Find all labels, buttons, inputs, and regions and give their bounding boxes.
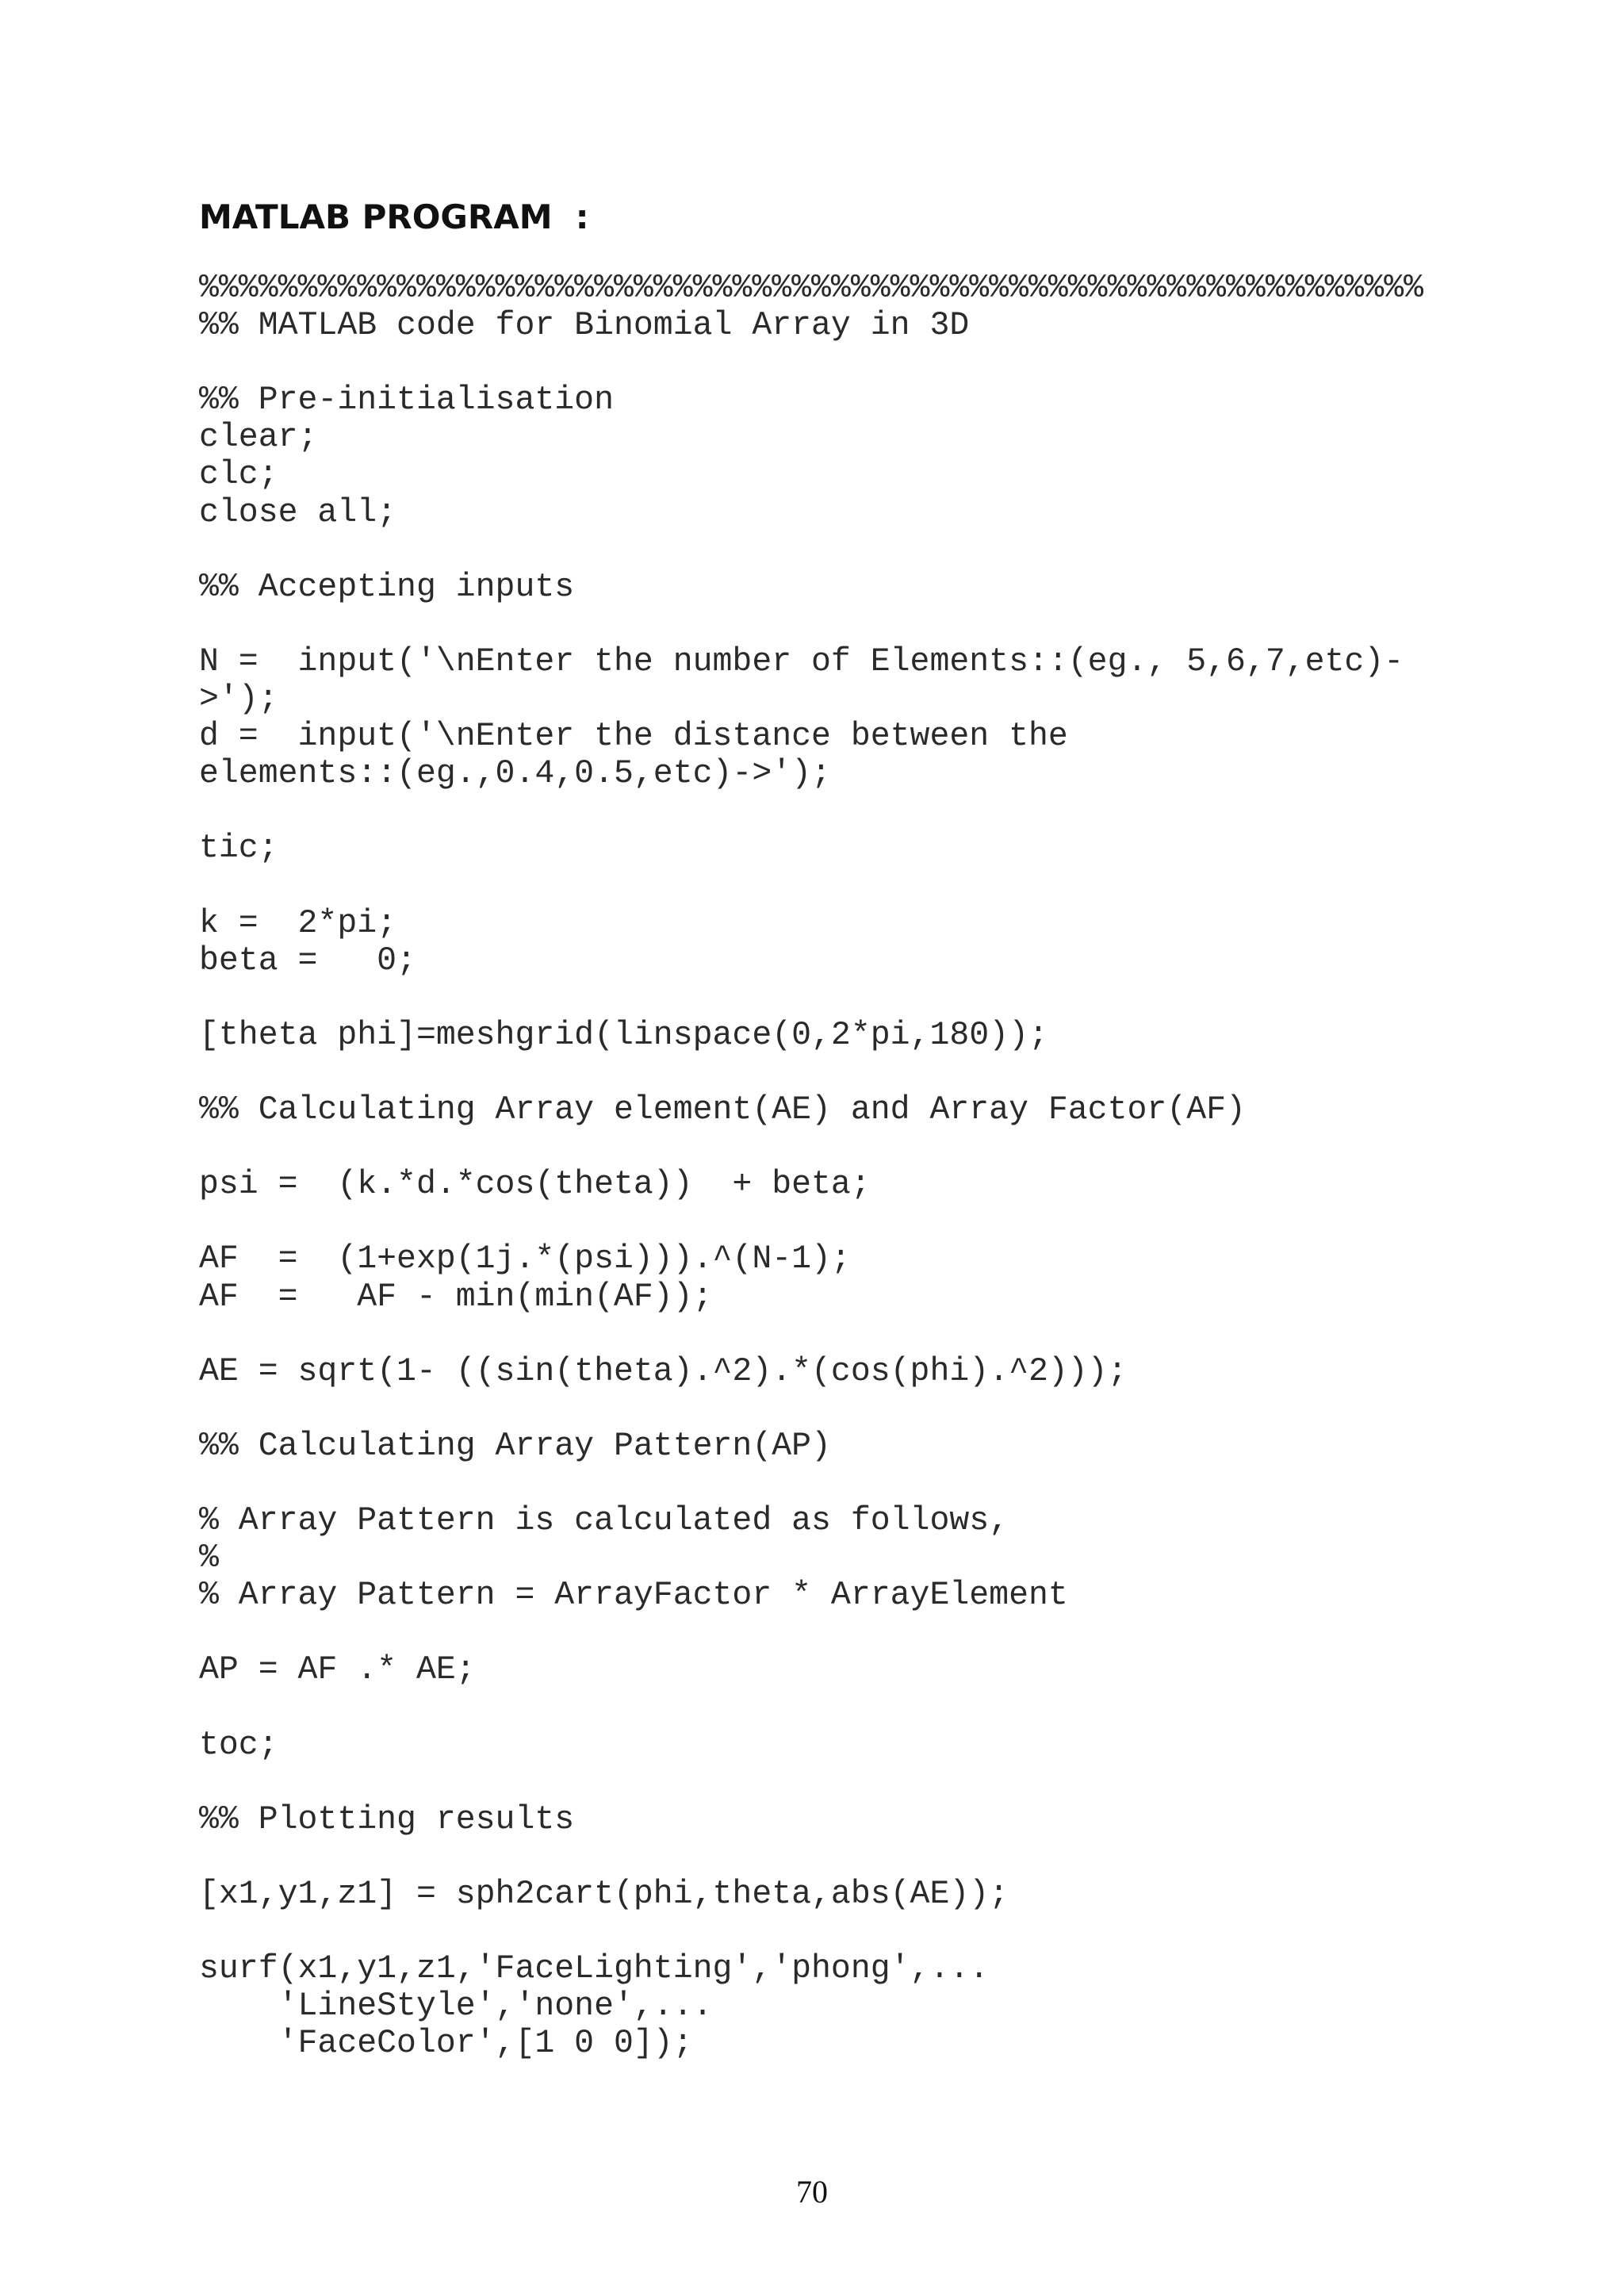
code-line: clc; <box>199 456 278 494</box>
code-line <box>199 1913 1423 1950</box>
section-heading: MATLAB PROGRAM : <box>199 197 589 236</box>
code-line <box>199 792 1423 830</box>
code-line <box>199 531 1423 569</box>
code-line <box>199 979 1423 1017</box>
page-number: 70 <box>796 2174 828 2210</box>
code-line: AE = sqrt(1- ((sin(theta).^2).*(cos(phi).^2))); <box>199 1352 1128 1390</box>
code-line: elements::(eg.,0.4,0.5,etc)->'); <box>199 755 831 793</box>
code-line <box>199 1203 1423 1240</box>
code-line <box>199 1764 1423 1801</box>
code-line: N = input('\nEnter the number of Elements::(eg., 5,6,7,etc)- <box>199 642 1404 680</box>
code-line <box>199 344 1423 381</box>
code-line: surf(x1,y1,z1,'FaceLighting','phong',... <box>199 1950 990 1988</box>
code-line: [theta phi]=meshgrid(linspace(0,2*pi,180)); <box>199 1016 1048 1054</box>
code-line: %% Accepting inputs <box>199 568 575 606</box>
code-line: close all; <box>199 493 397 531</box>
code-line: 'FaceColor',[1 0 0]); <box>199 2025 693 2063</box>
code-line: %% Calculating Array element(AE) and Array Factor(AF) <box>199 1091 1246 1129</box>
code-line: % Array Pattern is calculated as follows, <box>199 1502 1009 1540</box>
code-line: % Array Pattern = ArrayFactor * ArrayElement <box>199 1577 1068 1615</box>
code-line: %% MATLAB code for Binomial Array in 3D <box>199 307 970 345</box>
code-line: d = input('\nEnter the distance between the <box>199 718 1068 756</box>
code-line <box>199 1054 1423 1091</box>
code-line: %% Plotting results <box>199 1800 575 1838</box>
code-line: AP = AF .* AE; <box>199 1651 476 1689</box>
code-line <box>199 1316 1423 1353</box>
code-line: tic; <box>199 830 278 868</box>
code-line <box>199 1129 1423 1166</box>
code-line <box>199 1390 1423 1428</box>
code-line <box>199 1614 1423 1651</box>
code-line: %% Pre-initialisation <box>199 381 614 420</box>
code-line <box>199 1838 1423 1876</box>
code-line: beta = 0; <box>199 941 416 979</box>
code-line: clear; <box>199 419 318 457</box>
code-line: AF = (1+exp(1j.*(psi))).^(N-1); <box>199 1240 851 1278</box>
code-line: AF = AF - min(min(AF)); <box>199 1278 713 1316</box>
code-line <box>199 1465 1423 1502</box>
matlab-code-block <box>199 270 1423 2063</box>
code-line: % <box>199 1539 219 1577</box>
code-line: %% Calculating Array Pattern(AP) <box>199 1427 831 1465</box>
code-line: [x1,y1,z1] = sph2cart(phi,theta,abs(AE)); <box>199 1876 1009 1914</box>
code-line <box>199 606 1423 643</box>
code-line: k = 2*pi; <box>199 904 397 942</box>
code-line: psi = (k.*d.*cos(theta)) + beta; <box>199 1166 871 1204</box>
code-line: %%%%%%%%%%%%%%%%%%%%%%%%%%%%%%%%%%%%%%%%%%%%%%%%%%%%%%%%%%%%%% <box>199 270 1424 307</box>
code-line <box>199 1689 1423 1727</box>
code-line: toc; <box>199 1726 278 1764</box>
code-line: >'); <box>199 680 278 719</box>
code-line <box>199 868 1423 905</box>
code-line: 'LineStyle','none',... <box>199 1987 713 2026</box>
